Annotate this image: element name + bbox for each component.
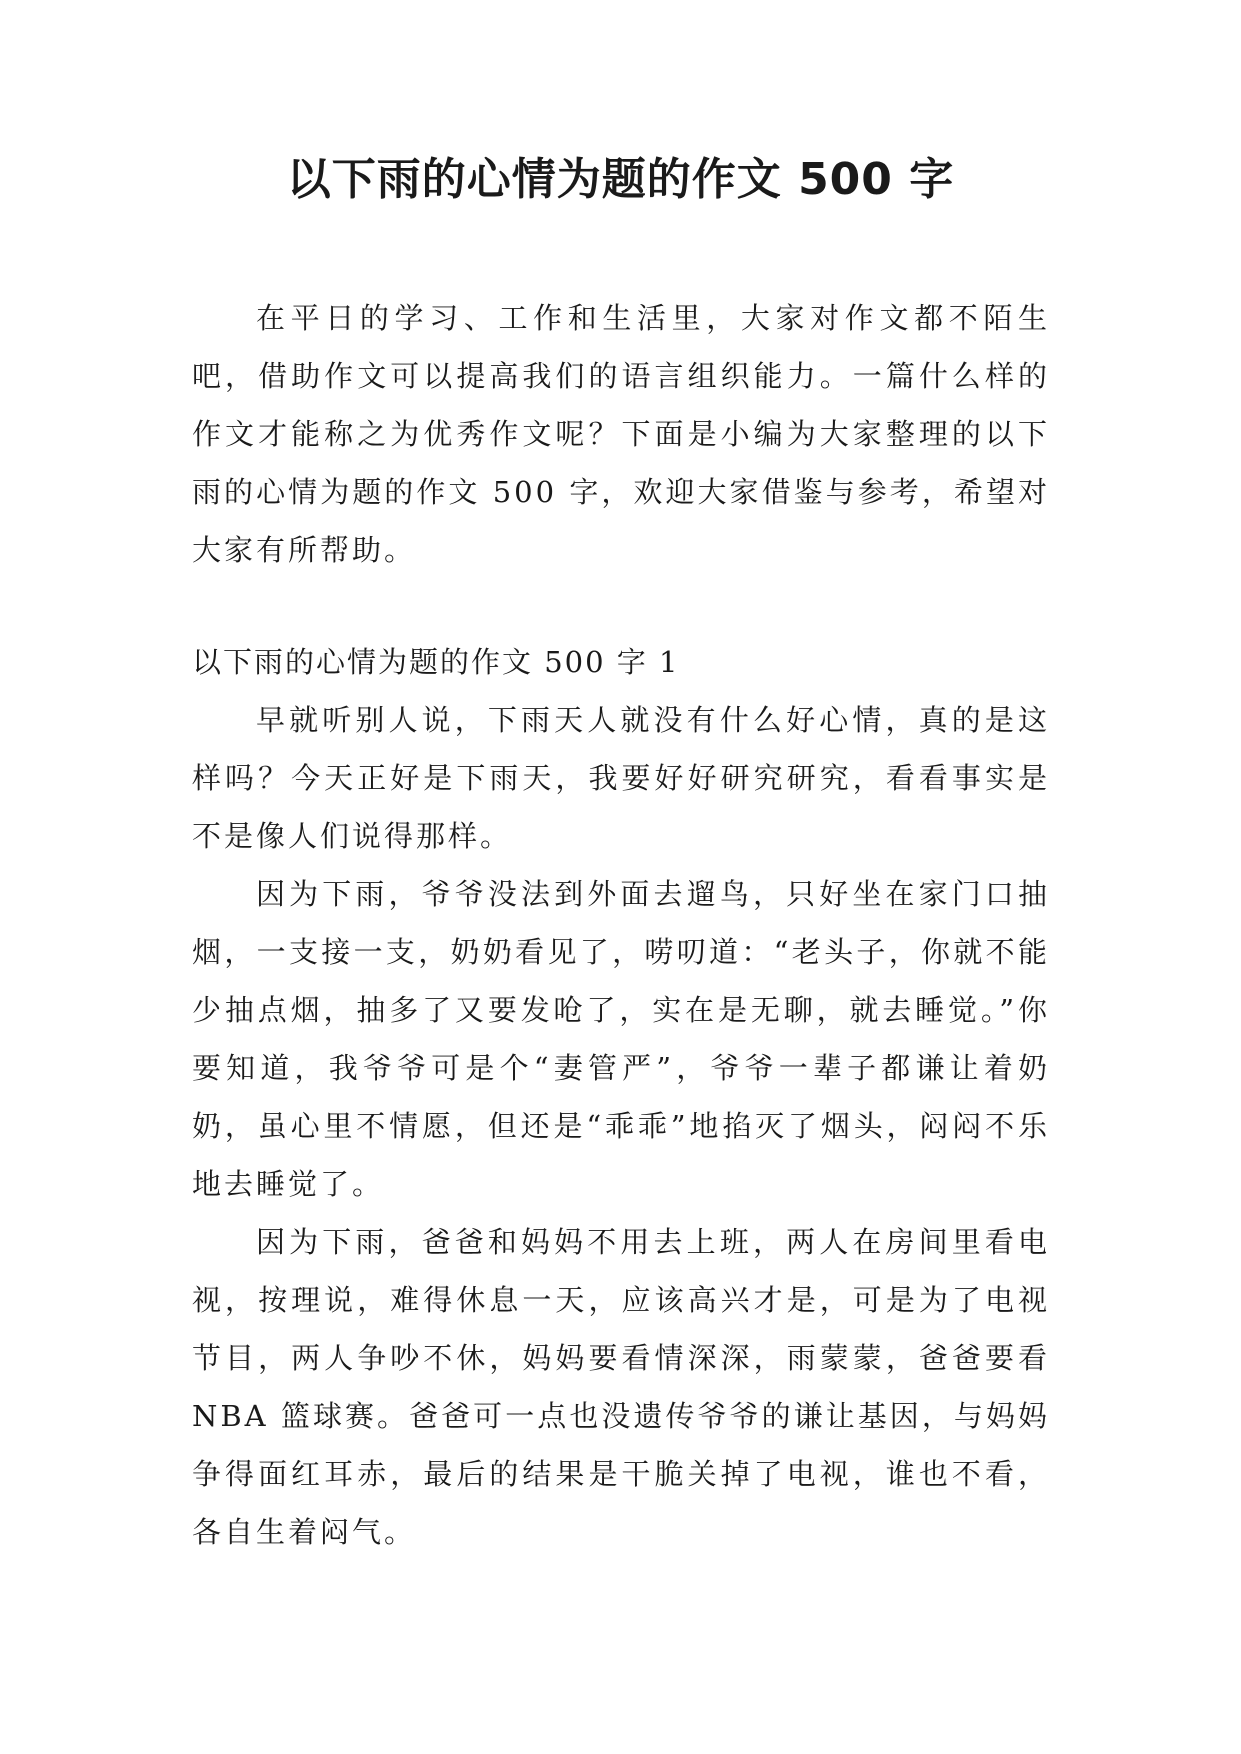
essay-section <box>192 633 1050 1561</box>
intro-paragraph: 在平日的学习、工作和生活里，大家对作文都不陌生吧，借助作文可以提高我们的语言组织能力。一篇什么样的作文才能称之为优秀作文呢？下面是小编为大家整理的以下雨的心情为题的作文 500 字，欢迎大家借鉴与参考，希望对大家有所帮助。 <box>192 301 1050 567</box>
section-heading: 以下雨的心情为题的作文 500 字 1 <box>192 645 680 679</box>
essay-paragraph-3: 因为下雨，爸爸和妈妈不用去上班，两人在房间里看电视，按理说，难得休息一天，应该高兴才是，可是为了电视节目，两人争吵不休，妈妈要看情深深，雨蒙蒙，爸爸要看 NBA 篮球赛。爸爸可一点也没遗传爷爷的谦让基因，与妈妈争得面红耳赤，最后的结果是干脆关掉了电视，谁也不看，各自生着闷气。 <box>192 1225 1050 1549</box>
essay-paragraph-1: 早就听别人说，下雨天人就没有什么好心情，真的是这样吗？今天正好是下雨天，我要好好研究研究，看看事实是不是像人们说得那样。 <box>192 703 1050 853</box>
essay-paragraph-2: 因为下雨，爷爷没法到外面去遛鸟，只好坐在家门口抽烟，一支接一支，奶奶看见了，唠叨道：“老头子，你就不能少抽点烟，抽多了又要发呛了，实在是无聊，就去睡觉。”你要知道，我爷爷可是个“妻管严”，爷爷一辈子都谦让着奶奶，虽心里不情愿，但还是“乖乖”地掐灭了烟头，闷闷不乐地去睡觉了。 <box>192 877 1050 1201</box>
document-title: 以下雨的心情为题的作文 500 字 <box>286 154 955 205</box>
